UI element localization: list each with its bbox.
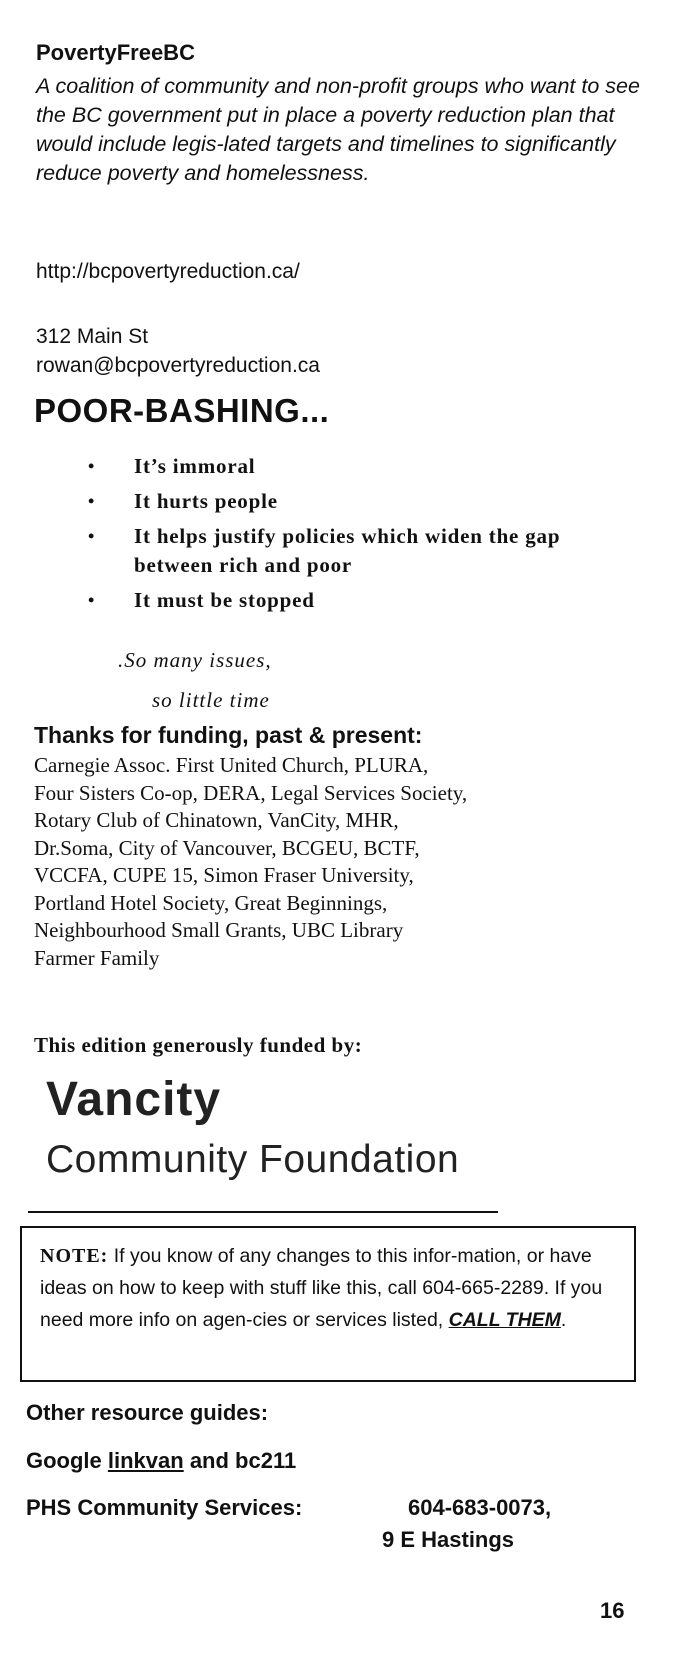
list-item bbox=[82, 452, 622, 481]
community-foundation-logo: Community Foundation bbox=[46, 1138, 460, 1181]
phs-label: PHS Community Services: bbox=[26, 1495, 303, 1520]
bullet-icon: • bbox=[88, 526, 96, 546]
list-item bbox=[82, 487, 622, 516]
bullet-icon: • bbox=[88, 456, 96, 476]
org-url-link[interactable]: http://bcpovertyreduction.ca/ bbox=[36, 260, 300, 283]
org-address: 312 Main St bbox=[36, 325, 149, 348]
linkvan-link[interactable]: linkvan bbox=[107, 1448, 184, 1473]
tagline-line1: .So many issues, bbox=[118, 648, 272, 672]
phs-phone: 604-683-0073, bbox=[408, 1495, 552, 1520]
page-number: 16 bbox=[600, 1598, 625, 1623]
call-them-text: CALL THEM bbox=[448, 1309, 561, 1331]
list-item bbox=[82, 586, 622, 615]
edition-funded-label: This edition generously funded by: bbox=[34, 1033, 363, 1057]
org-email-link[interactable]: rowan@bcpovertyreduction.ca bbox=[36, 354, 320, 377]
list-item bbox=[82, 522, 622, 580]
google-line bbox=[26, 1448, 296, 1474]
google-prefix: Google bbox=[26, 1448, 108, 1473]
bullet-icon: • bbox=[88, 491, 96, 511]
bullet-icon: • bbox=[88, 590, 96, 610]
vancity-logo: Vancity bbox=[46, 1073, 222, 1126]
note-text: If you know of any changes to this infor-mation, or have ideas on how to keep with stuff like this, call 604-665-2289. If you need more info on agen-cies or services listed, bbox=[40, 1245, 603, 1331]
poor-bashing-list bbox=[82, 452, 622, 621]
list-item-text: It hurts people bbox=[134, 489, 278, 513]
list-item-text: It’s immoral bbox=[134, 454, 256, 478]
funder-line: Portland Hotel Society, Great Beginnings, bbox=[34, 890, 388, 915]
google-suffix: and bc211 bbox=[183, 1448, 297, 1473]
funder-line: VCCFA, CUPE 15, Simon Fraser University, bbox=[34, 863, 414, 887]
list-item-text: It helps justify policies which widen the gap between rich and poor bbox=[134, 524, 561, 577]
org-contact bbox=[36, 322, 320, 380]
funder-line: Four Sisters Co-op, DERA, Legal Services Society, bbox=[34, 780, 468, 805]
note-box bbox=[20, 1226, 636, 1382]
funder-line: Rotary Club of Chinatown, VanCity, MHR, bbox=[34, 808, 399, 832]
divider bbox=[28, 1211, 498, 1213]
note-end: . bbox=[560, 1309, 567, 1331]
thanks-heading: Thanks for funding, past & present: bbox=[34, 722, 423, 748]
poor-bashing-title: POOR-BASHING... bbox=[34, 392, 330, 429]
phs-address: 9 E Hastings bbox=[382, 1527, 515, 1552]
funder-line: Dr.Soma, City of Vancouver, BCGEU, BCTF, bbox=[34, 835, 420, 860]
list-item-text: It must be stopped bbox=[134, 588, 315, 612]
funder-line: Neighbourhood Small Grants, UBC Library bbox=[34, 918, 404, 942]
other-resources-heading: Other resource guides: bbox=[26, 1400, 269, 1425]
note-label: NOTE: bbox=[40, 1245, 109, 1267]
tagline-line2: so little time bbox=[152, 688, 270, 712]
org-name: PovertyFreeBC bbox=[36, 40, 195, 65]
org-description: A coalition of community and non-profit groups who want to see the BC government put in place a poverty reduction plan that would include legis-lated targets and timelines to significantly reduce poverty and homelessness. bbox=[36, 74, 640, 185]
funder-line: Carnegie Assoc. First United Church, PLURA, bbox=[34, 753, 429, 777]
funder-line: Farmer Family bbox=[34, 945, 160, 970]
thanks-funders bbox=[34, 752, 654, 972]
